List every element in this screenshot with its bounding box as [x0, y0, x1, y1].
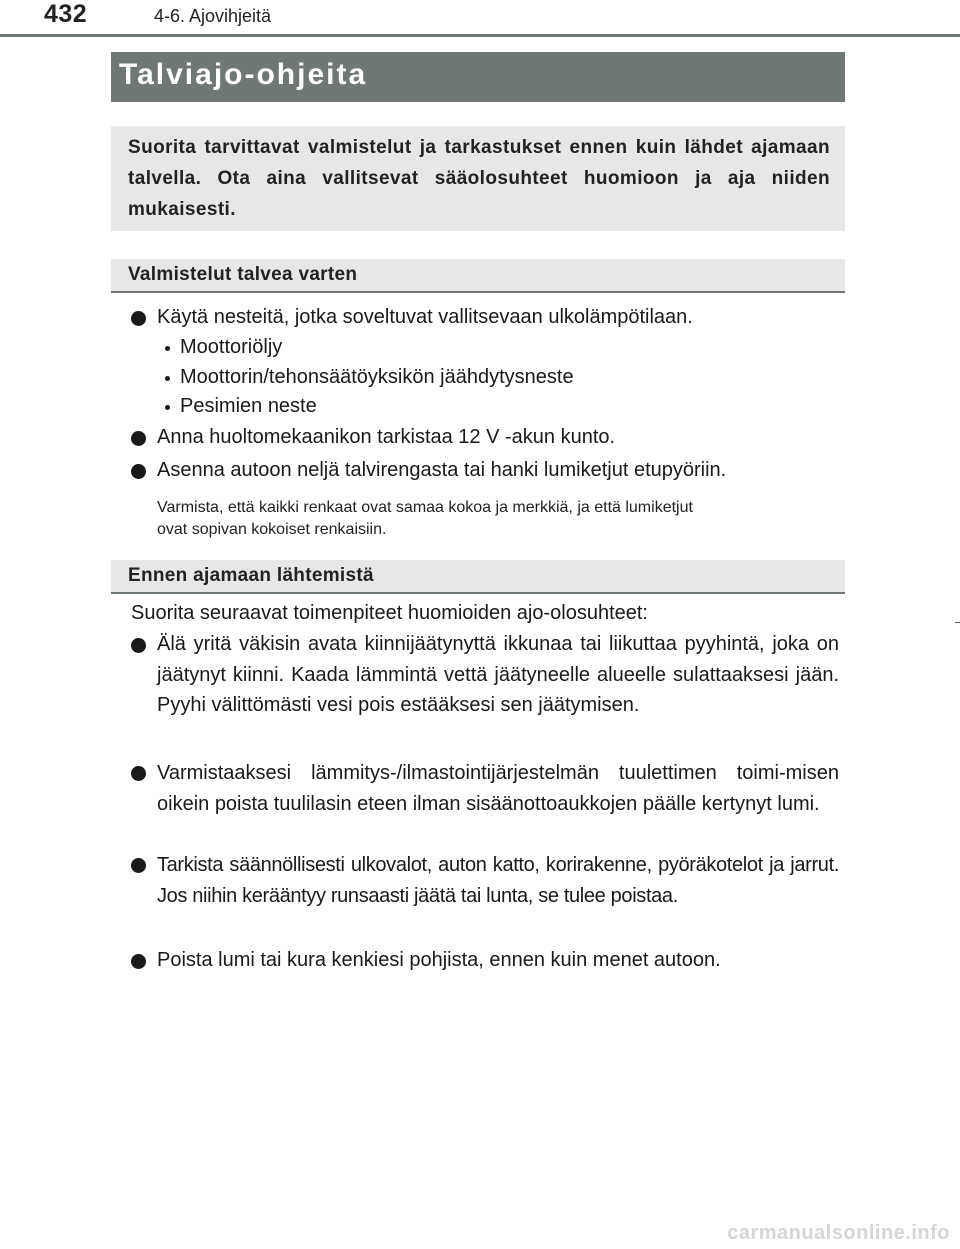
- title-bar: [111, 52, 845, 102]
- section-heading-before-driving: [111, 560, 845, 594]
- section-heading-preparation: [111, 259, 845, 293]
- bullet-battery: Anna huoltomekaanikon tarkistaa 12 V -akun kunto.: [157, 426, 616, 448]
- bullet-tires: Asenna autoon neljä talvirengasta tai hanki lumiketjut etupyöriin.: [157, 459, 727, 481]
- bullet-icon: [131, 766, 146, 781]
- bullet-fluids: Käytä nesteitä, jotka soveltuvat vallitsevaan ulkolämpötilaan.: [157, 306, 693, 328]
- bullet-shoes: Poista lumi tai kura kenkiesi pohjista, ennen kuin menet autoon.: [157, 949, 721, 971]
- bullet-icon: [131, 954, 146, 969]
- edge-tick: [955, 622, 960, 623]
- note-line: Varmista, että kaikki renkaat ovat samaa kokoa ja merkkiä, ja että lumiketjut: [157, 499, 693, 516]
- running-header: 4-6. Ajovihjeitä: [154, 6, 272, 26]
- note-line: ovat sopivan kokoiset renkaisiin.: [157, 521, 387, 538]
- bullet-icon: [131, 638, 146, 653]
- bullet-air-intake: Varmistaaksesi lämmitys-/ilmastointijärjestelmän tuulettimen toimi-misen oikein poista tuulilasin eteen ilman sisäänottoaukkojen päälle kertynyt lumi.: [157, 762, 839, 815]
- bullet-icon: [131, 311, 146, 326]
- header-rule: [0, 34, 960, 37]
- section-heading-text: Valmistelut talvea varten: [128, 264, 358, 285]
- watermark: carmanualsonline.info: [727, 1222, 950, 1244]
- bullet-icon: [131, 464, 146, 479]
- intro-text: Suorita tarvittavat valmistelut ja tarkastukset ennen kuin lähdet ajamaan talvella. Ota aina vallitsevat sääolosuhteet huomioon ja aja niiden mukaisesti.: [128, 137, 830, 220]
- sub-bullet-icon: [165, 346, 170, 351]
- bullet-check-exterior: Tarkista säännöllisesti ulkovalot, auton katto, korirakenne, pyöräkotelot ja jarrut. Jos niihin kerääntyy runsaasti jäätä tai lunta, se tulee poistaa.: [157, 854, 839, 907]
- subitem-washer-fluid: Pesimien neste: [180, 395, 317, 417]
- subitem-engine-oil: Moottoriöljy: [180, 336, 283, 358]
- section-heading-text: Ennen ajamaan lähtemistä: [128, 565, 374, 586]
- bullet-frozen-window: Älä yritä väkisin avata kiinnijäätynyttä ikkunaa tai liikuttaa pyyhintä, joka on jäätynyt kiinni. Kaada lämmintä vettä jäätyneelle alueelle sulattaaksesi jään. Pyyhi välittömästi vesi pois estääksesi sen jäätymisen.: [157, 633, 839, 716]
- sub-bullet-icon: [165, 376, 170, 381]
- page-title: Talviajo-ohjeita: [119, 58, 368, 91]
- subitem-coolant: Moottorin/tehonsäätöyksikön jäähdytysneste: [180, 366, 574, 388]
- section-lead: Suorita seuraavat toimenpiteet huomioiden ajo-olosuhteet:: [131, 602, 648, 624]
- intro-box: [111, 126, 845, 231]
- sub-bullet-icon: [165, 405, 170, 410]
- bullet-icon: [131, 858, 146, 873]
- page-number: 432: [44, 0, 88, 28]
- bullet-icon: [131, 431, 146, 446]
